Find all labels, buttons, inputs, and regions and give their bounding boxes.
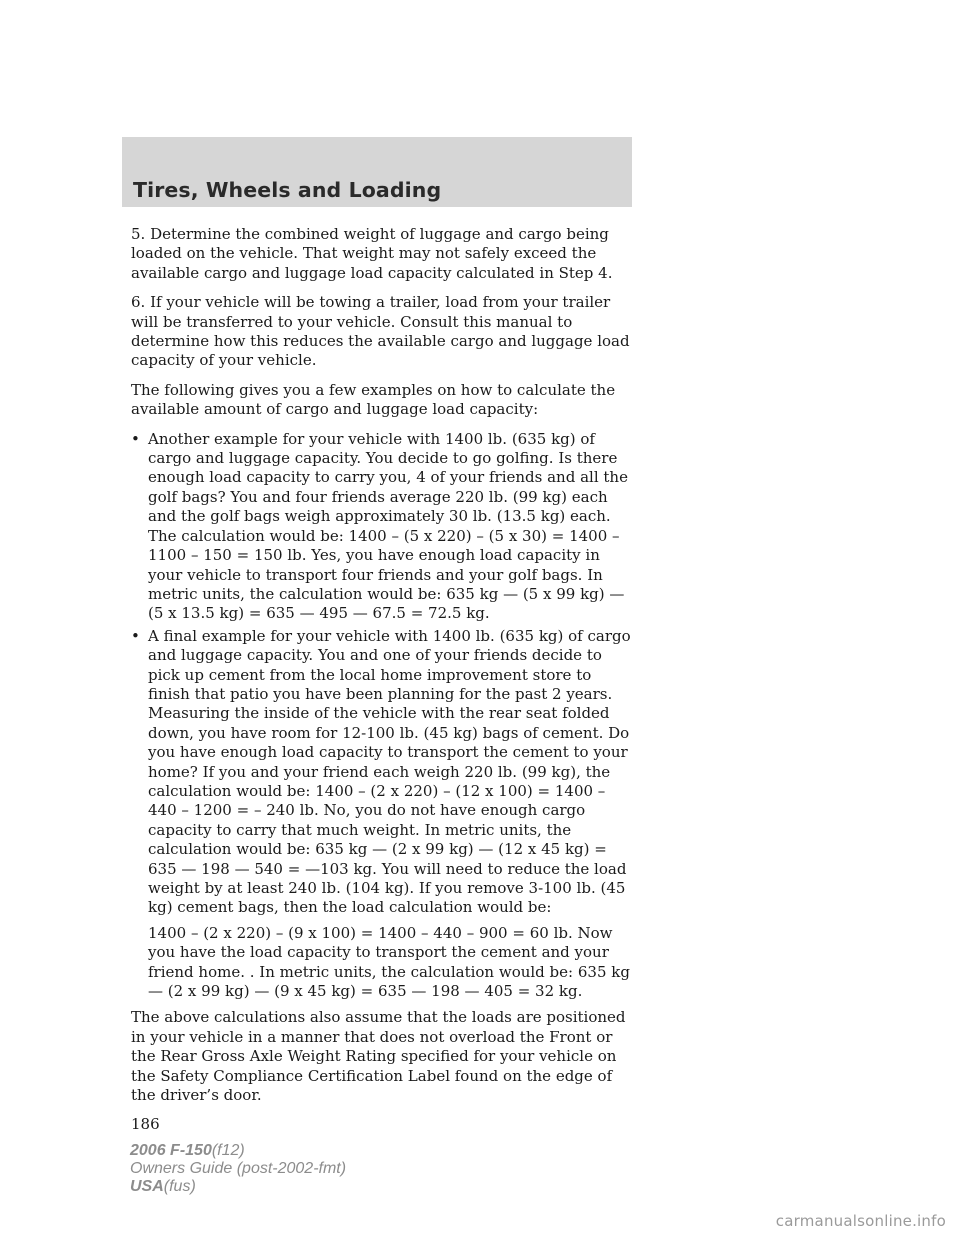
cement-example-text: • A final example for your vehicle with 1400 lb. (635 kg) of cargo and luggage capacity. You and one of your friends decide to pick up cement from the local home improvement store to finish that patio you have been planning for the past 2 years. Measuring the inside of the vehicle with the rear seat folded down, you have room for 12-100 lb. (45 kg) bags of cement. Do you have enough load capacity to transport the cement to your home? If you and your friend each weigh 220 lb. (99 kg), the calculation would be: 1400 – (2 x 220) – (12 x 100) = 1400 – 440 – 1200 = – 240 lb. No, you do not have enough cargo capacity to carry that much weight. In metric units, the calculation would be: 635 kg — (2 x 99 kg) — (12 x 45 kg) = 635 — 198 — 540 = —103 kg. You will need to reduce the load weight by at least 240 lb. (104 kg). If you remove 3-100 lb. (45 kg) cement bags, then the load calculation would be:	[148, 626, 631, 917]
footer-line-market	[130, 1178, 346, 1196]
golf-example-text: • Another example for your vehicle with 1400 lb. (635 kg) of cargo and luggage capacity. You decide to go golfing. Is there enough load capacity to carry you, 4 of your friends and all the golf bags? You and four friends average 220 lb. (99 kg) each and the golf bags weigh approximately 30 lb. (13.5 kg) each. The calculation would be: 1400 – (5 x 220) – (5 x 30) = 1400 – 1100 – 150 = 150 lb. Yes, you have enough load capacity in your vehicle to transport four friends and your golf bags. In metric units, the calculation would be: 635 kg — (5 x 99 kg) — (5 x 13.5 kg) = 635 — 495 — 67.5 = 72.5 kg.	[148, 429, 628, 623]
step-6-paragraph: 6. If your vehicle will be towing a trailer, load from your trailer will be transferred to your vehicle. Consult this manual to determine how this reduces the available cargo and luggage load capacity of your vehicle.	[131, 293, 630, 370]
document-footer	[130, 1142, 346, 1196]
footer-model-code: (f12)	[211, 1142, 245, 1159]
page-content	[131, 225, 636, 1145]
footer-market: USA	[130, 1178, 164, 1195]
list-item	[131, 627, 636, 1002]
footer-model-year: 2006 F-150	[130, 1142, 212, 1159]
footer-market-code: (fus)	[163, 1178, 196, 1195]
section-title: Tires, Wheels and Loading	[133, 178, 442, 202]
examples-list	[131, 430, 636, 1002]
cement-example-recalculation: 1400 – (2 x 220) – (9 x 100) = 1400 – 440 – 900 = 60 lb. Now you have the load capacity to transport the cement and your friend home. . In metric units, the calculation would be: 635 kg — (2 x 99 kg) — (9 x 45 kg) = 635 — 198 — 405 = 32 kg.	[148, 923, 630, 1001]
site-watermark: carmanualsonline.info	[775, 1212, 946, 1230]
footer-line-model	[130, 1142, 346, 1160]
examples-intro-paragraph: The following gives you a few examples on how to calculate the available amount of cargo and luggage load capacity:	[131, 380, 616, 419]
step-5-paragraph: 5. Determine the combined weight of luggage and cargo being loaded on the vehicle. That weight may not safely exceed the available cargo and luggage load capacity calculated in Step 4.	[131, 225, 613, 282]
closing-paragraph: The above calculations also assume that the loads are positioned in your vehicle in a manner that does not overload the Front or the Rear Gross Axle Weight Rating specified for your vehicle on the Safety Compliance Certification Label found on the edge of the driver’s door.	[131, 1008, 626, 1105]
list-item	[131, 430, 636, 624]
page-number: 186	[131, 1115, 160, 1134]
footer-line-guide: Owners Guide (post-2002-fmt)	[130, 1160, 347, 1177]
